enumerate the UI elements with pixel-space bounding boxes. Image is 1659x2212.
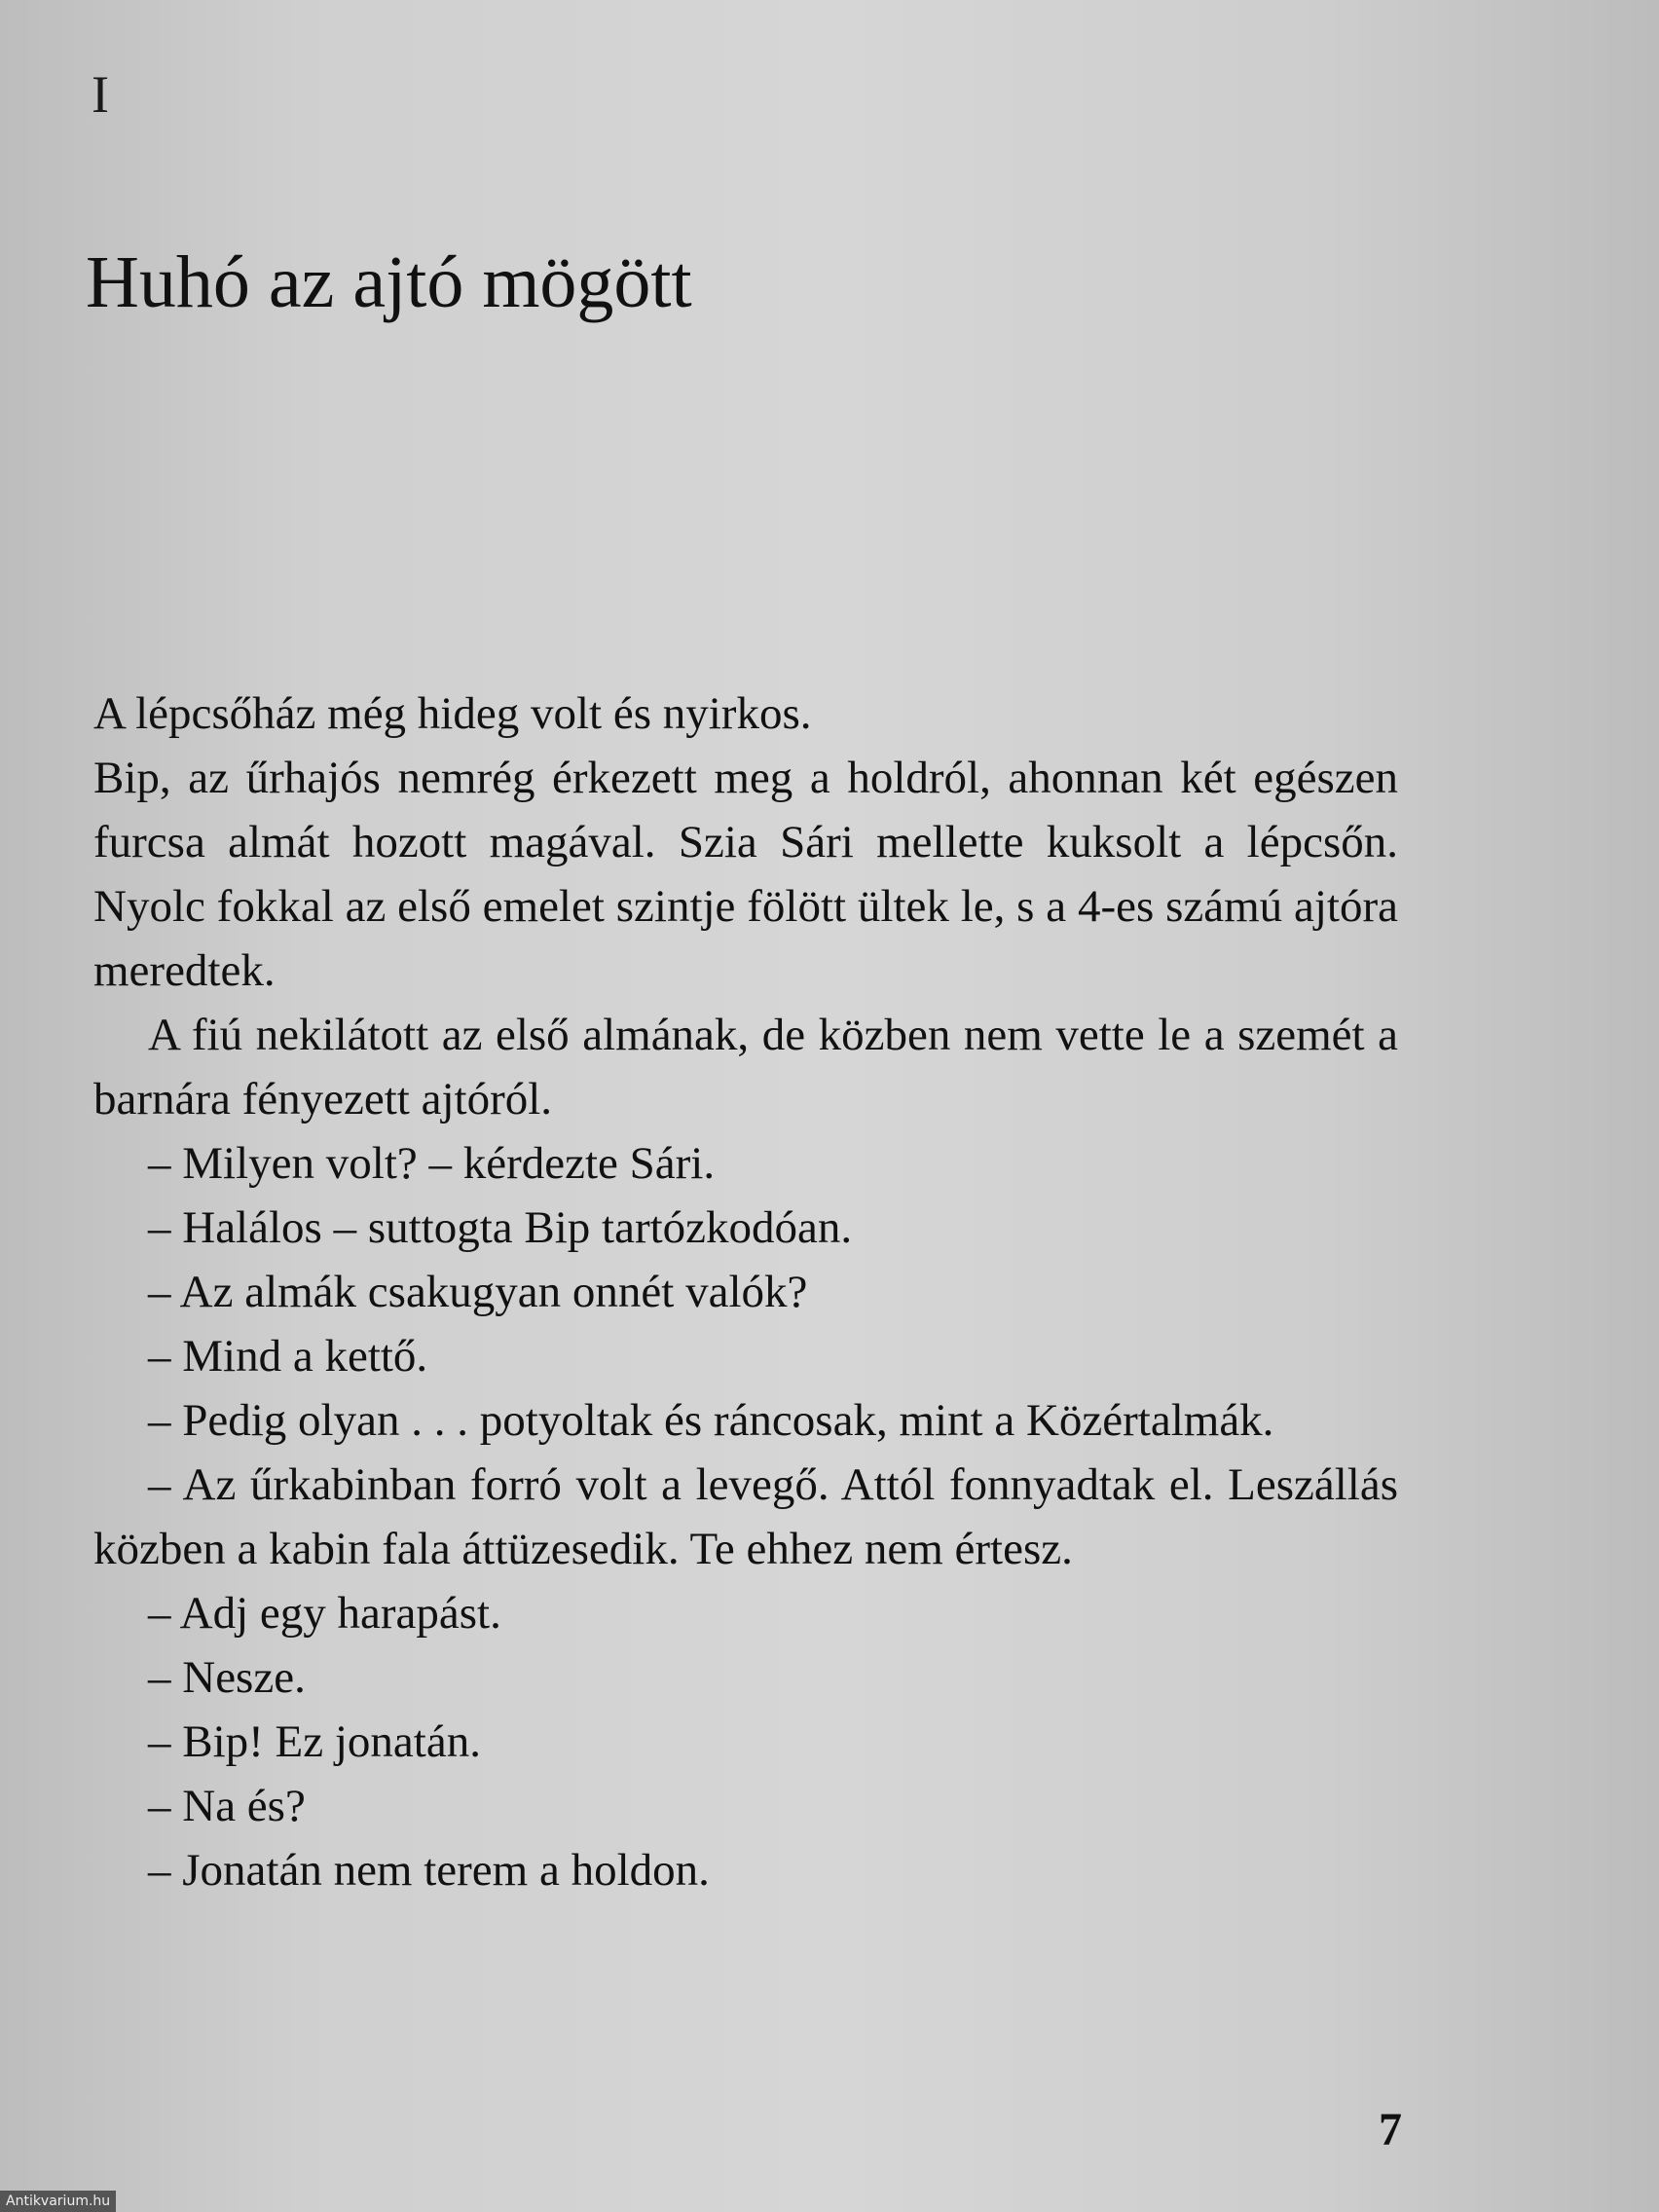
- paragraph: – Az űrkabinban forró volt a levegő. Attól fonnyadtak el. Leszállás közben a kabin fala áttüzesedik. Te ehhez nem értesz.: [93, 1459, 1398, 1574]
- paragraph: – Halálos – suttogta Bip tartózkodóan.: [148, 1202, 853, 1253]
- paragraph: – Milyen volt? – kérdezte Sári.: [148, 1138, 716, 1189]
- paragraph: A lépcsőház még hideg volt és nyirkos.: [93, 688, 812, 739]
- paragraph: – Az almák csakugyan onnét valók?: [148, 1267, 808, 1317]
- paragraph: – Na és?: [148, 1781, 306, 1831]
- page-number: 7: [1379, 2104, 1402, 2156]
- paragraph: – Jonatán nem terem a holdon.: [148, 1845, 710, 1896]
- paragraph: – Nesze.: [148, 1652, 306, 1703]
- paragraph: A fiú nekilátott az első almának, de közben nem vette le a szemét a barnára fényezett ajtóról.: [93, 1010, 1398, 1124]
- paragraph: – Mind a kettő.: [148, 1331, 428, 1382]
- paragraph: Bip, az űrhajós nemrég érkezett meg a holdról, ahonnan két egészen furcsa almát hozott magával. Szia Sári mellette kuksolt a lépcsőn. Nyolc fokkal az első emelet szintje fölött ültek le, s a 4-es számú ajtóra meredtek.: [93, 753, 1398, 996]
- chapter-number: I: [92, 65, 109, 124]
- chapter-title: Huhó az ajtó mögött: [86, 240, 692, 323]
- paragraph: – Pedig olyan . . . potyoltak és ráncosak, mint a Közértalmák.: [148, 1395, 1274, 1446]
- watermark: Antikvarium.hu: [0, 2191, 116, 2212]
- chapter-body: [93, 682, 1398, 1902]
- paragraph: – Adj egy harapást.: [148, 1588, 501, 1639]
- paragraph: – Bip! Ez jonatán.: [148, 1716, 481, 1767]
